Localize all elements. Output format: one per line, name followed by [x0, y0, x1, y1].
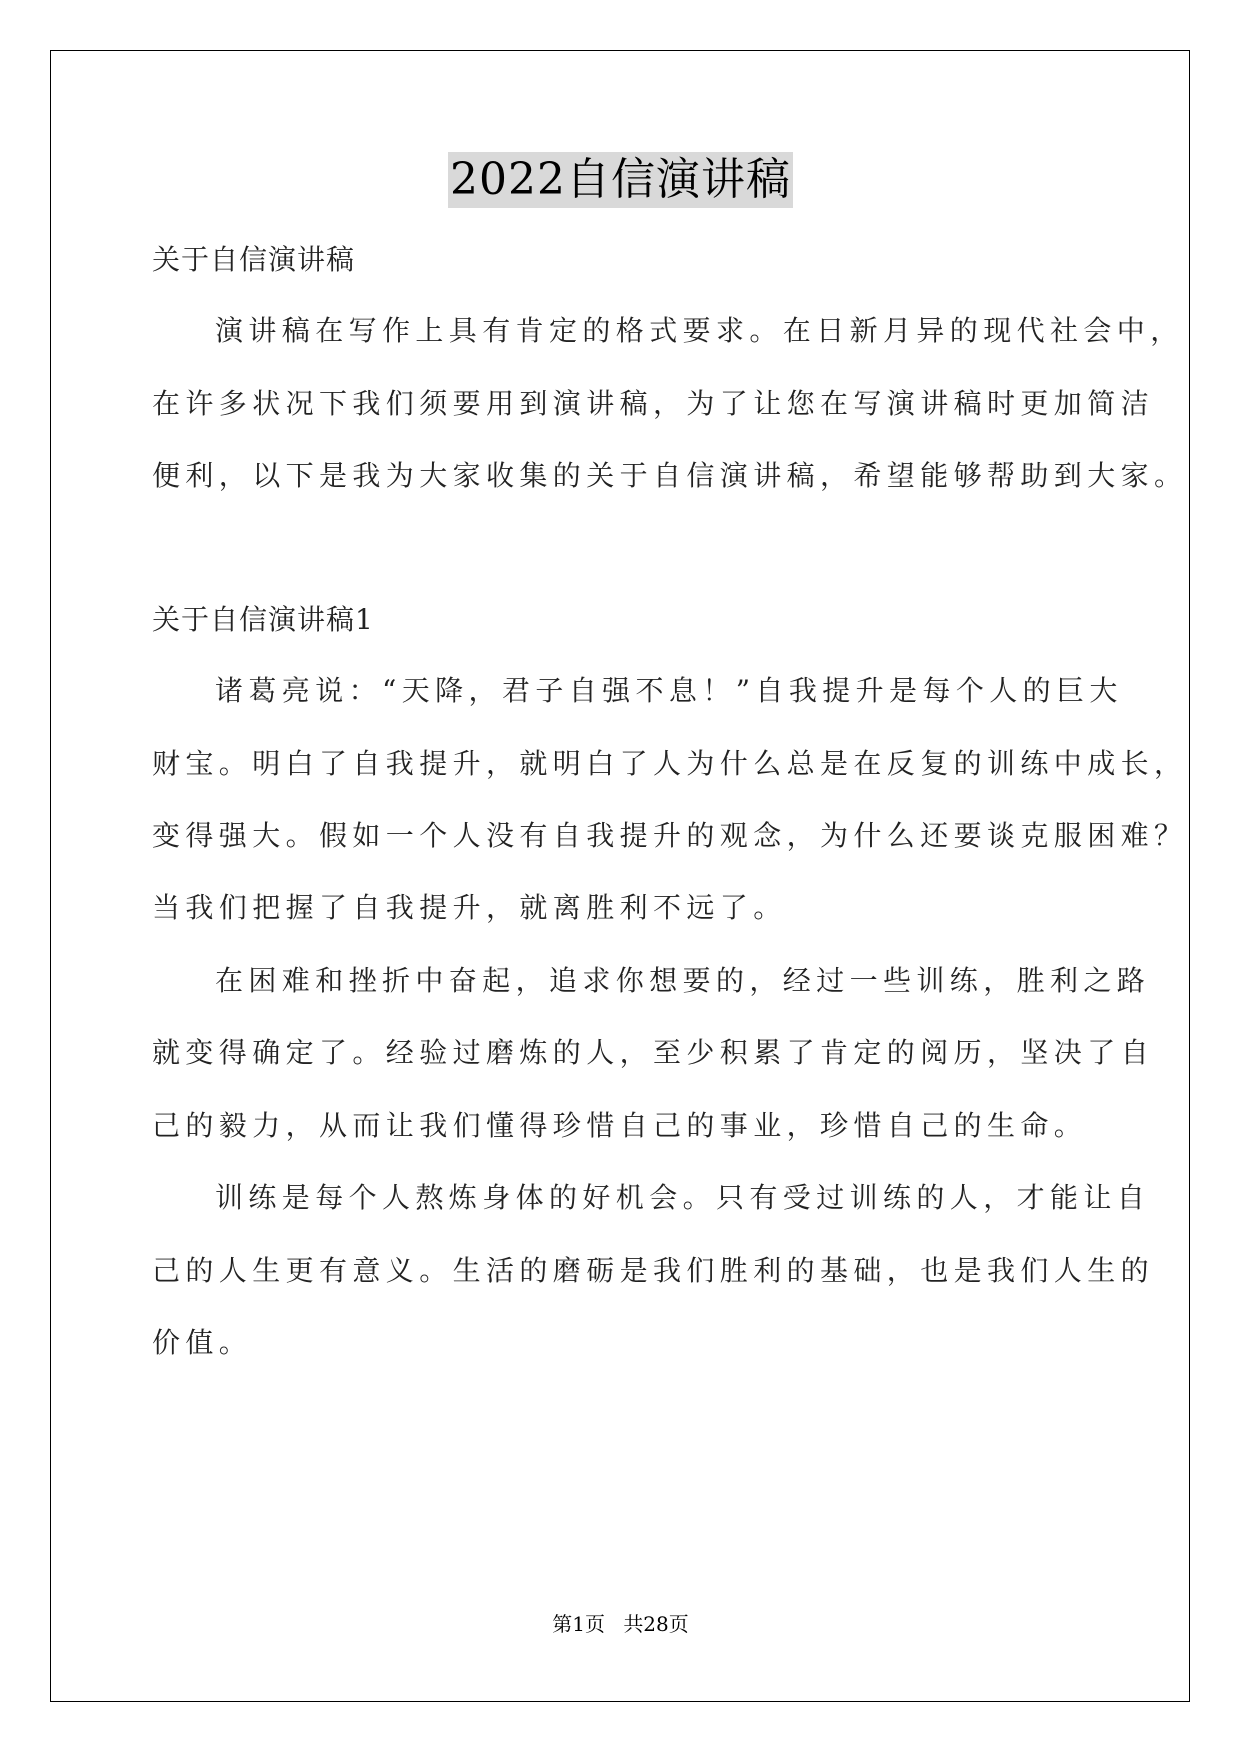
title-wrap: [0, 152, 1241, 208]
p2-line-2: 就变得确定了。经验过磨炼的人，至少积累了肯定的阅历，坚决了自: [152, 1036, 1155, 1069]
p1-line-2: 财宝。明白了自我提升，就明白了人为什么总是在反复的训练中成长，: [152, 747, 1188, 780]
section-heading: 关于自信演讲稿: [152, 243, 356, 276]
subheading: 关于自信演讲稿1: [152, 603, 374, 636]
p1-line-1: 诸葛亮说：“天降，君子自强不息！”自我提升是每个人的巨大: [215, 674, 1123, 707]
p3-line-2: 己的人生更有意义。生活的磨砺是我们胜利的基础，也是我们人生的: [152, 1254, 1155, 1287]
page-number: 第1页: [552, 1612, 605, 1636]
p2-line-1: 在困难和挫折中奋起，追求你想要的，经过一些训练，胜利之路: [215, 964, 1151, 997]
intro-line-2: 在许多状况下我们须要用到演讲稿，为了让您在写演讲稿时更加简洁: [152, 387, 1155, 420]
p2-line-3: 己的毅力，从而让我们懂得珍惜自己的事业，珍惜自己的生命。: [152, 1109, 1088, 1142]
p3-line-1: 训练是每个人熬炼身体的好机会。只有受过训练的人，才能让自: [215, 1181, 1151, 1214]
p1-line-3: 变得强大。假如一个人没有自我提升的观念，为什么还要谈克服困难？: [152, 819, 1188, 852]
page-total: 共28页: [623, 1612, 689, 1636]
p3-line-3: 价值。: [152, 1326, 253, 1359]
p1-line-4: 当我们把握了自我提升，就离胜利不远了。: [152, 891, 787, 924]
intro-line-1: 演讲稿在写作上具有肯定的格式要求。在日新月异的现代社会中，: [215, 314, 1184, 347]
document-title: 2022自信演讲稿: [448, 152, 793, 208]
page-footer: [0, 1608, 1241, 1637]
intro-line-3: 便利，以下是我为大家收集的关于自信演讲稿，希望能够帮助到大家。: [152, 459, 1188, 492]
page-border: [50, 50, 1190, 1702]
